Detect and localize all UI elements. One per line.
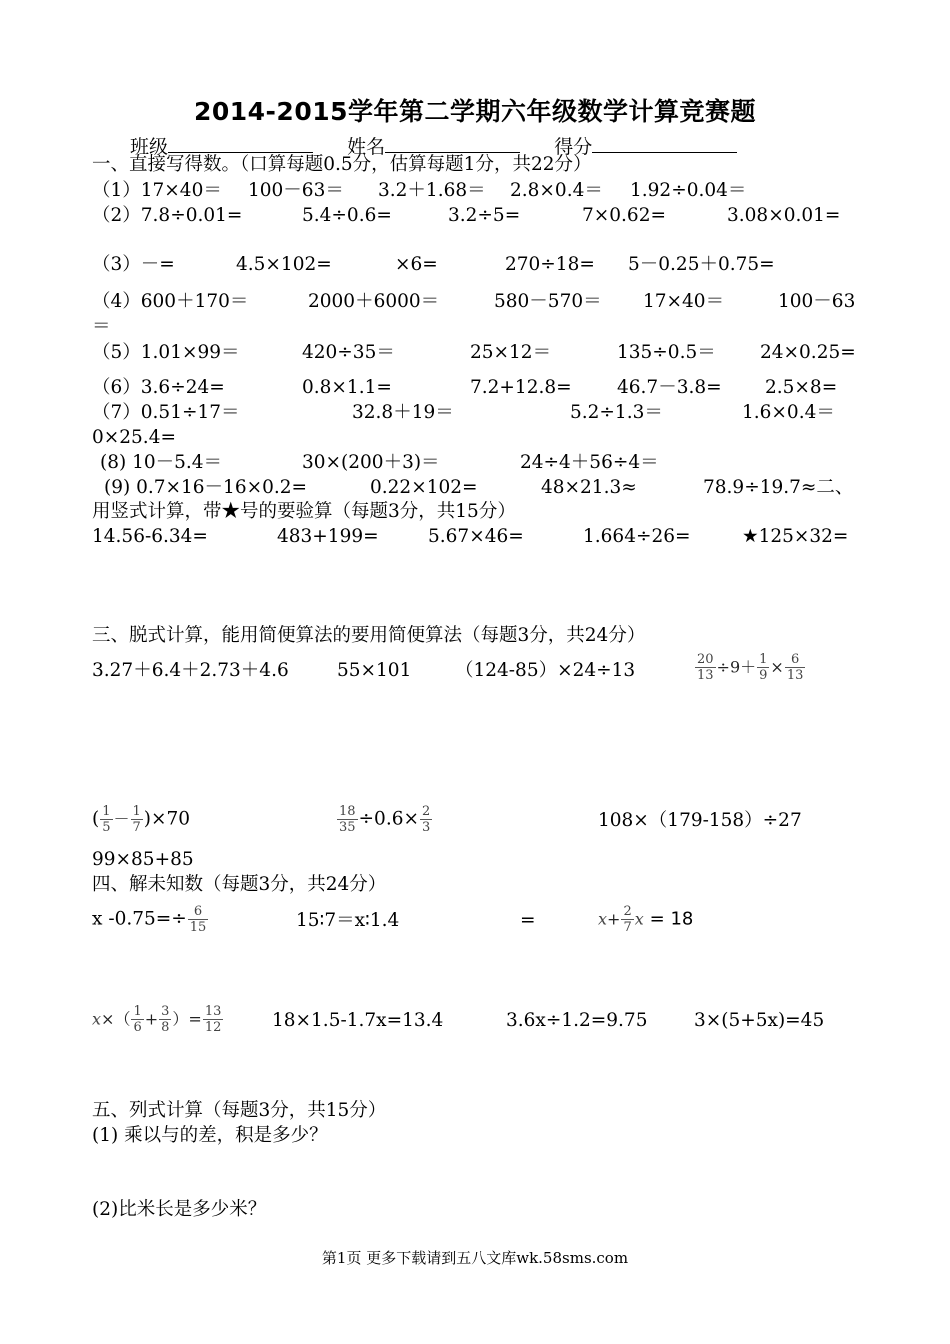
problem: 46.7－3.8= (617, 377, 722, 398)
problem: ×6= (395, 254, 438, 275)
name-label: 姓名 (347, 136, 386, 158)
problem-fraction-expression: $\frac{20}{13}$ ÷9＋ $\frac{1}{9}$ × $\frac{6}{13}$ (697, 652, 804, 683)
problem: 32.8＋19＝ (352, 402, 454, 423)
problem: 580－570＝ (494, 291, 602, 312)
problem-fraction-expression: ( $\frac{1}{5}$ － $\frac{1}{7}$ )×70 (92, 804, 191, 835)
problem: 5.4÷0.6= (302, 205, 392, 226)
problem: 25×12＝ (470, 342, 552, 363)
problem: 5.2÷1.3＝ (570, 402, 663, 423)
fraction: $\frac{6}{15}$ (189, 904, 207, 935)
problem: （1）17×40＝ (92, 180, 222, 201)
problem: （4）600＋170＝ (92, 291, 249, 312)
score-label: 得分 (554, 136, 593, 158)
problem-fraction-expression: $\frac{18}{35}$ ÷0.6× $\frac{2}{3}$ (339, 804, 431, 835)
section-2-heading: 用竖式计算，带★号的要验算（每题3分，共15分） (92, 501, 516, 522)
problem: 483+199= (277, 526, 379, 547)
equation: x×（ $\frac{1}{6}$ + $\frac{3}{8}$ ）= $\frac{13}{12}$ (92, 1004, 222, 1035)
class-blank[interactable] (168, 134, 313, 153)
problem: 3.08×0.01= (727, 205, 841, 226)
class-label: 班级 (130, 136, 169, 158)
problem: 3.2÷5= (448, 205, 521, 226)
problem: 7.2+12.8= (470, 377, 572, 398)
equation: = (520, 910, 536, 931)
section-3-heading: 三、脱式计算，能用简便算法的要用简便算法（每题3分，共24分） (92, 625, 646, 646)
problem: 99×85+85 (92, 849, 194, 870)
problem: 3.27＋6.4＋2.73＋4.6 (92, 660, 289, 681)
word-problem-1: (1) 乘以与的差，积是多少？ (92, 1125, 328, 1146)
problem: 2.8×0.4＝ (510, 180, 603, 201)
problem: ★125×32= (742, 526, 849, 547)
problem: 55×101 (337, 660, 412, 681)
problem: 2.5×8= (765, 377, 838, 398)
problem: 78.9÷19.7≈二、 (703, 477, 854, 498)
problem: 135÷0.5＝ (617, 342, 716, 363)
equation: 15∶7＝x∶1.4 (296, 910, 400, 931)
problem: 17×40＝ (643, 291, 725, 312)
problem: 7×0.62= (582, 205, 666, 226)
fraction: $\frac{1}{9}$ (759, 652, 768, 683)
problem: 108×（179-158）÷27 (598, 810, 802, 831)
problem: 24×0.25= (760, 342, 856, 363)
problem: 100－63 (778, 291, 856, 312)
problem: 1.92÷0.04＝ (630, 180, 747, 201)
problem: （2）7.8÷0.01= (92, 205, 243, 226)
problem: (9) 0.7×16－16×0.2= (104, 477, 308, 498)
problem: 5.67×46= (428, 526, 524, 547)
problem: 270÷18= (505, 254, 595, 275)
fraction: $\frac{3}{8}$ (161, 1004, 170, 1035)
fraction: $\frac{2}{7}$ (623, 904, 632, 935)
problem: 2000＋6000＝ (308, 291, 440, 312)
problem: 30×(200＋3)＝ (302, 452, 440, 473)
page-footer: 第1页 更多下载请到五八文库wk.58sms.com (321, 1249, 629, 1267)
fraction: $\frac{2}{3}$ (421, 804, 431, 835)
problem: 0.22×102= (370, 477, 478, 498)
name-blank[interactable] (385, 134, 520, 153)
page-title: 2014-2015学年第二学期六年级数学计算竞赛题 (193, 97, 757, 126)
fraction: $\frac{1}{5}$ (102, 804, 111, 835)
section-4-heading: 四、解未知数（每题3分，共24分） (92, 874, 387, 895)
problem: 48×21.3≈ (541, 477, 637, 498)
problem: 1.6×0.4＝ (742, 402, 835, 423)
equation: x -0.75=÷ $\frac{6}{15}$ (92, 904, 207, 935)
score-blank[interactable] (592, 134, 737, 153)
problem: 24÷4＋56÷4＝ (520, 452, 659, 473)
problem-wrap: ＝ (92, 316, 111, 337)
fraction: $\frac{6}{13}$ (786, 652, 804, 683)
section-1-heading: 一、直接写得数。（口算每题0.5分，估算每题1分，共22分） (92, 154, 592, 175)
fraction: $\frac{1}{6}$ (133, 1004, 142, 1035)
fraction: $\frac{20}{13}$ (697, 652, 714, 683)
problem: 14.56-6.34= (92, 526, 208, 547)
problem-wrap: 0×25.4= (92, 427, 176, 448)
equation: 3.6x÷1.2=9.75 (506, 1010, 648, 1031)
problem: 3.2＋1.68＝ (378, 180, 486, 201)
problem: 1.664÷26= (583, 526, 691, 547)
problem: （5）1.01×99＝ (92, 342, 240, 363)
section-5-heading: 五、列式计算（每题3分，共15分） (92, 1100, 387, 1121)
equation: 18×1.5-1.7x=13.4 (272, 1010, 444, 1031)
problem: 0.8×1.1= (302, 377, 392, 398)
problem: 100－63＝ (248, 180, 344, 201)
equation: x+ $\frac{2}{7}$ x = 18 (598, 904, 694, 935)
problem: （7）0.51÷17＝ (92, 402, 240, 423)
problem: （6）3.6÷24= (92, 377, 225, 398)
equation: 3×(5+5x)=45 (694, 1010, 825, 1031)
fraction: $\frac{1}{7}$ (132, 804, 141, 835)
fraction: $\frac{18}{35}$ (339, 804, 356, 835)
problem: 420÷35＝ (302, 342, 395, 363)
problem: (8) 10－5.4＝ (100, 452, 223, 473)
problem: 4.5×102= (236, 254, 332, 275)
problem: 5－0.25＋0.75= (628, 254, 775, 275)
problem: （3）－= (92, 254, 175, 275)
problem: （124-85）×24÷13 (455, 660, 636, 681)
word-problem-2: (2)比米长是多少米？ (92, 1199, 267, 1220)
fraction: $\frac{13}{12}$ (204, 1004, 222, 1035)
